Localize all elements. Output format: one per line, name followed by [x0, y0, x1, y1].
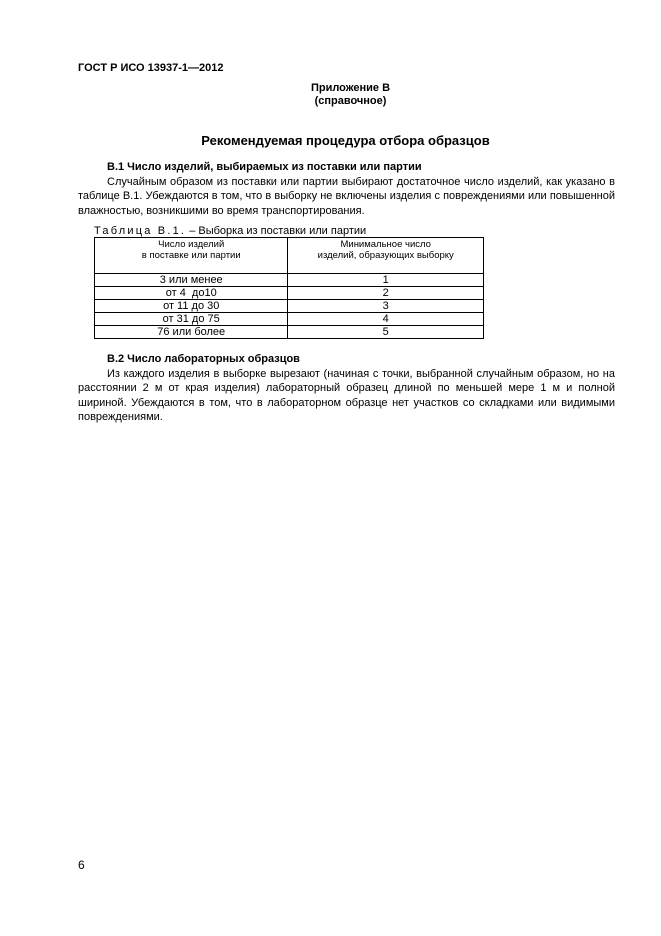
section-b2-paragraph: Из каждого изделия в выборке вырезают (начиная с точки, выбранной случайным образом, но на расстоянии 2 м от края изделия) лабораторный образец длиной по меньшей мере 1 м и полной шириной. Убеждаются в том, что в лабораторном образце нет участков со складками или видимыми повреждениями. [78, 367, 615, 423]
table-row [95, 300, 484, 313]
table-cell-sample-size: 4 [288, 313, 484, 326]
table-header-lot-size [95, 238, 288, 274]
table-cell-lot-size: от 4 до10 [95, 287, 288, 300]
table-cell-lot-size: от 11 до 30 [95, 300, 288, 313]
table-cell-lot-size: от 31 до 75 [95, 313, 288, 326]
table-row [95, 274, 484, 287]
table-cell-lot-size: 76 или более [95, 326, 288, 339]
sample-size-table [94, 237, 484, 339]
annex-title: Приложение В [310, 82, 391, 94]
section-b1-heading: В.1 Число изделий, выбираемых из поставки или партии [107, 161, 422, 173]
table-header-row [95, 238, 484, 274]
section-b2-heading: В.2 Число лабораторных образцов [107, 353, 300, 365]
section-b1 [78, 160, 615, 218]
main-title: Рекомендуемая процедура отбора образцов [201, 133, 490, 148]
table-caption [94, 225, 366, 237]
section-b2 [78, 352, 615, 425]
table-cell-sample-size: 5 [288, 326, 484, 339]
table-row [95, 287, 484, 300]
table-cell-sample-size: 1 [288, 274, 484, 287]
table-header-sample-size-line2: изделий, образующих выборку [317, 250, 454, 261]
table-cell-lot-size: 3 или менее [95, 274, 288, 287]
table-cell-sample-size: 3 [288, 300, 484, 313]
page-number: 6 [78, 858, 85, 872]
table-cell-sample-size: 2 [288, 287, 484, 300]
table-row [95, 326, 484, 339]
standard-code-header: ГОСТ Р ИСО 13937-1—2012 [78, 62, 224, 74]
table-header-lot-size-line2: в поставке или партии [141, 250, 241, 261]
annex-heading [0, 82, 661, 108]
table-header-sample-size [288, 238, 484, 274]
table-caption-text: – Выборка из поставки или партии [186, 225, 367, 237]
table-header-sample-size-line1: Минимальное число [340, 239, 431, 250]
table-row [95, 313, 484, 326]
section-b1-paragraph: Случайным образом из поставки или партии выбирают достаточное число изделий, как указано в таблице В.1. Убеждаются в том, что в выборку не включены изделия с повреждениями или повышенной влажностью, возникшими во время транспортирования. [78, 175, 615, 217]
table-header-lot-size-line1: Число изделий [158, 239, 225, 250]
table-caption-label: Таблица В.1. [94, 225, 187, 237]
annex-status: (справочное) [314, 95, 387, 107]
